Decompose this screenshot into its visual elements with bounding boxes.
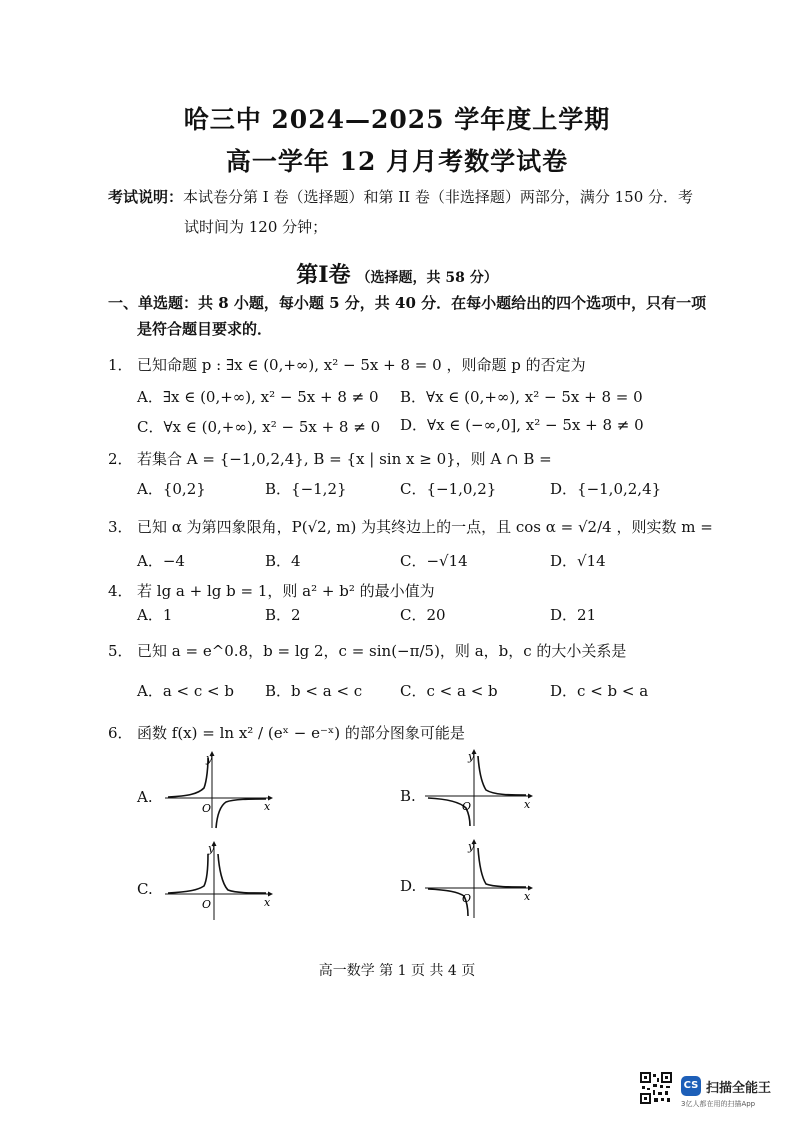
option-a: A．1 [137, 606, 173, 624]
page-title-line1: 哈三中 2024—2025 学年度上学期 [183, 105, 611, 134]
origin-label: O [462, 800, 472, 813]
camscanner-logo-icon: CS [681, 1076, 701, 1096]
graph-b [420, 748, 535, 832]
option-a: A．a < c < b [137, 682, 234, 700]
question-number: 6． [108, 724, 133, 742]
section-subtitle: （选择题，共 58 分） [356, 270, 498, 286]
page-footer: 高一数学 第 1 页 共 4 页 [318, 963, 476, 979]
graph-c [160, 840, 275, 924]
option-c: C．20 [400, 606, 446, 624]
question-stem: 若集合 A = {−1,0,2,4}, B = {x | sin x ≥ 0}，则 A ∩ B = [137, 450, 552, 468]
camscanner-tagline: 3亿人都在用的扫描App [681, 1100, 756, 1108]
question-stem: 已知命题 p : ∃x ∈ (0,+∞), x² − 5x + 8 = 0 ，则命题 p 的否定为 [137, 356, 586, 374]
origin-label: O [202, 802, 212, 815]
question-number: 3． [108, 518, 133, 536]
option-b: B．{−1,2} [265, 480, 347, 498]
question-stem: 函数 f(x) = ln x² / (eˣ − e⁻ˣ) 的部分图象可能是 [137, 724, 465, 742]
question-number: 4． [108, 582, 133, 600]
x-axis-label: x [524, 890, 531, 903]
instructions-line1: 本试卷分第 I 卷（选择题）和第 II 卷（非选择题）两部分，满分 150 分．考 [183, 188, 694, 206]
option-a: A．∃x ∈ (0,+∞), x² − 5x + 8 ≠ 0 [137, 388, 379, 406]
option-d: D．{−1,0,2,4} [550, 480, 662, 498]
y-axis-label: y [468, 750, 475, 763]
y-axis-label: y [206, 752, 213, 765]
qr-code-icon [640, 1072, 672, 1104]
part-line1: 共 8 小题，每小题 5 分，共 40 分．在每小题给出的四个选项中，只有一项 [198, 294, 707, 312]
instructions-line2: 试时间为 120 分钟； [184, 218, 328, 236]
section-heading [0, 258, 794, 289]
option-c: C．{−1,0,2} [400, 480, 497, 498]
question-number: 5． [108, 642, 133, 660]
option-c: C．−√14 [400, 552, 468, 570]
option-d: D．√14 [550, 552, 606, 570]
origin-label: O [202, 898, 212, 911]
option-c: C．c < a < b [400, 682, 498, 700]
option-d: D．c < b < a [550, 682, 649, 700]
option-a: A. [137, 788, 153, 806]
x-axis-label: x [264, 800, 271, 813]
part-heading-line1 [108, 292, 706, 313]
question-stem: 若 lg a + lg b = 1，则 a² + b² 的最小值为 [137, 582, 435, 600]
option-b: B．b < a < c [265, 682, 363, 700]
option-d: D．21 [550, 606, 597, 624]
option-d: D．∀x ∈ (−∞,0], x² − 5x + 8 ≠ 0 [400, 416, 644, 434]
question-stem: 已知 α 为第四象限角，P(√2, m) 为其终边上的一点，且 cos α = √2/4 ，则实数 m = [137, 518, 713, 536]
part-heading-line2: 是符合题目要求的． [137, 320, 273, 338]
question-stem: 已知 a = e^0.8，b = lg 2，c = sin(−π/5)，则 a，b，c 的大小关系是 [137, 642, 627, 660]
option-a: A．−4 [137, 552, 185, 570]
y-axis-label: y [208, 842, 215, 855]
part-label: 一、单选题： [108, 294, 199, 312]
option-b: B．4 [265, 552, 301, 570]
option-c: C. [137, 880, 153, 898]
question-number: 1． [108, 356, 133, 374]
option-b: B．∀x ∈ (0,+∞), x² − 5x + 8 = 0 [400, 388, 643, 406]
option-b: B．2 [265, 606, 301, 624]
option-b: B. [400, 787, 416, 805]
instructions-label: 考试说明： [108, 188, 184, 206]
option-a: A．{0,2} [137, 480, 206, 498]
page-title-line2: 高一学年 12 月月考数学试卷 [225, 147, 569, 176]
option-d: D. [400, 877, 417, 895]
graph-a [160, 750, 275, 834]
section-title: 第Ⅰ卷 [296, 262, 351, 288]
y-axis-label: y [468, 840, 475, 853]
x-axis-label: x [524, 798, 531, 811]
graph-d [420, 838, 535, 922]
camscanner-name: 扫描全能王 [706, 1081, 772, 1096]
x-axis-label: x [264, 896, 271, 909]
origin-label: O [462, 892, 472, 905]
option-c: C．∀x ∈ (0,+∞), x² − 5x + 8 ≠ 0 [137, 418, 381, 436]
question-number: 2． [108, 450, 133, 468]
